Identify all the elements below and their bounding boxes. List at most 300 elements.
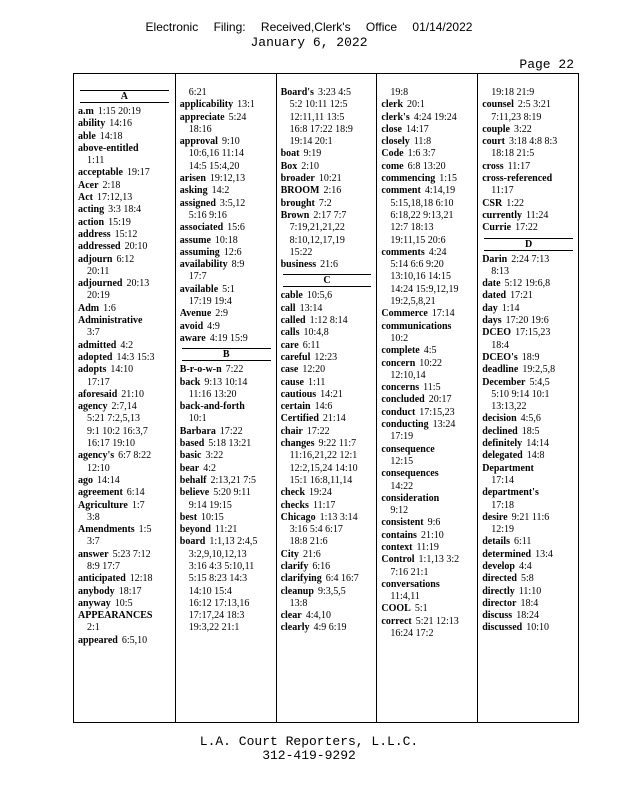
index-entry <box>381 419 474 431</box>
index-word: B-r-o-w-n <box>179 364 222 376</box>
index-entry <box>381 321 474 333</box>
index-entry <box>381 517 474 529</box>
index-word: boat <box>280 148 300 160</box>
index-word: Acer <box>78 179 99 191</box>
page-line-refs: 21:6 <box>302 548 321 560</box>
index-word: DCEO's <box>482 351 518 363</box>
page-line-refs: 14:14 <box>526 438 549 450</box>
continued-refs: 19:8 <box>390 87 409 98</box>
continued-refs: 14:5 15:4,20 <box>188 160 240 172</box>
index-column <box>477 74 579 722</box>
index-entry <box>78 143 171 155</box>
index-entry <box>78 364 171 376</box>
page-line-refs: 6:14 <box>126 487 145 499</box>
index-word: arisen <box>179 173 206 185</box>
continued-refs: 6:18,22 9:13,21 <box>390 209 454 221</box>
page-line-refs: 11:5 <box>423 382 441 394</box>
index-word: clear <box>280 610 302 622</box>
continued-refs: 3:16 4:3 5:10,11 <box>188 560 255 572</box>
continued-refs: 12:19 <box>491 524 514 536</box>
index-entry <box>381 112 474 124</box>
continued-refs: 5:16 9:16 <box>188 209 227 221</box>
word-index-frame <box>73 73 579 723</box>
index-word: Control <box>381 554 415 566</box>
index-entry <box>482 610 575 622</box>
index-entry <box>281 549 374 561</box>
index-word: cross-referenced <box>482 173 553 185</box>
index-word: care <box>280 339 299 351</box>
index-word: adjourn <box>78 253 113 265</box>
index-entry <box>180 536 273 548</box>
index-word: appeared <box>78 634 118 646</box>
continued-refs: 6:21 <box>188 87 207 98</box>
continued-refs: 19:18 21:9 <box>491 87 535 98</box>
index-word: brought <box>280 197 315 209</box>
index-entry <box>381 173 474 185</box>
section-letter: D <box>484 238 573 251</box>
continued-refs: 3:7 <box>87 327 100 339</box>
page-line-refs: 1:22 <box>506 197 524 209</box>
index-entry <box>482 352 575 364</box>
index-word: beyond <box>179 524 211 536</box>
index-entry <box>78 315 171 327</box>
continued-refs: 3:8 <box>87 511 100 523</box>
index-word: deadline <box>482 364 519 376</box>
page-line-refs: 3:5,12 <box>219 197 246 209</box>
index-entry <box>281 303 374 315</box>
index-entry <box>78 229 171 241</box>
continued-refs: 12:15 <box>390 455 414 467</box>
index-word: agreement <box>78 487 123 499</box>
index-word: commencing <box>381 173 436 185</box>
continued-refs: 3:2,9,10,12,13 <box>188 548 247 560</box>
page-line-refs: 11:10 <box>518 585 542 597</box>
index-entry <box>180 185 273 197</box>
page-line-refs: 15:6 <box>227 222 245 234</box>
page-line-refs: 19:24 <box>309 487 332 499</box>
page-line-refs: 14:16 <box>109 118 133 130</box>
index-entry <box>78 475 171 487</box>
continued-refs: 17:19 <box>390 431 414 443</box>
index-entry <box>482 426 575 438</box>
index-word: Act <box>78 192 93 204</box>
index-entry <box>281 500 374 512</box>
page-line-refs: 3:23 4:5 <box>317 87 351 98</box>
index-entry <box>381 493 474 505</box>
continued-refs: 19:2,5,8,21 <box>390 296 436 308</box>
index-entry <box>281 586 374 598</box>
index-word: acceptable <box>78 167 123 179</box>
page-line-refs: 13:1 <box>237 99 255 111</box>
index-word: cross <box>482 160 504 172</box>
index-word: checks <box>280 499 309 511</box>
page-line-refs: 14:14 <box>97 474 120 486</box>
page-line-refs: 4:9 6:19 <box>313 622 347 634</box>
page-line-refs: 10:10 <box>526 622 549 634</box>
page-line-refs: 11:24 <box>526 209 549 221</box>
continued-refs: 8:9 17:7 <box>87 560 121 572</box>
index-entry <box>78 487 171 499</box>
index-entry <box>180 364 273 376</box>
index-entry <box>381 358 474 370</box>
index-word: approval <box>179 136 218 148</box>
page-line-refs: 20:1 <box>407 99 425 111</box>
index-word: agency <box>78 401 108 413</box>
index-entry <box>381 382 474 394</box>
index-word: available <box>179 283 219 295</box>
index-word: complete <box>381 345 420 357</box>
index-word: above-entitled <box>78 142 139 154</box>
page-line-refs: 2:24 7:13 <box>511 253 550 265</box>
index-entry <box>281 438 374 450</box>
continued-refs: 5:10 9:14 10:1 <box>491 388 550 400</box>
index-entry <box>78 241 171 253</box>
index-word: action <box>78 216 105 228</box>
index-entry <box>381 394 474 406</box>
index-entry <box>482 315 575 327</box>
page-line-refs: 12:6 <box>223 246 242 258</box>
index-entry <box>482 124 575 136</box>
index-entry <box>180 401 273 413</box>
page-line-refs: 13:14 <box>299 302 323 314</box>
section-letter: C <box>283 274 372 287</box>
page-line-refs: 17:21 <box>510 290 533 302</box>
continued-refs: 16:17 19:10 <box>87 438 136 450</box>
index-entry <box>78 254 171 266</box>
index-entry <box>78 573 171 585</box>
page-line-refs: 2:13,21 7:5 <box>210 474 257 486</box>
index-word: back <box>179 376 201 388</box>
index-word: concerns <box>381 382 420 394</box>
continued-refs: 16:8 17:22 18:9 <box>289 123 353 135</box>
index-entry <box>180 284 273 296</box>
index-word: Adm <box>78 302 100 314</box>
continued-refs: 12:10,14 <box>390 369 426 381</box>
page-line-refs: 5:18 13:21 <box>208 438 252 450</box>
index-entry <box>381 136 474 148</box>
continued-refs: 8:10,12,17,19 <box>289 234 345 246</box>
index-entry <box>482 512 575 524</box>
index-entry <box>281 622 374 634</box>
index-entry <box>180 487 273 499</box>
index-entry <box>381 161 474 173</box>
index-entry <box>78 118 171 130</box>
page-line-refs: 13:4 <box>535 548 553 560</box>
index-entry <box>180 450 273 462</box>
index-entry <box>180 235 273 247</box>
index-word: believe <box>179 487 210 499</box>
index-word: clarify <box>280 560 309 572</box>
continued-refs: 5:14 6:6 9:20 <box>390 259 444 271</box>
continued-refs: 15:22 <box>289 246 313 258</box>
continued-refs: 11:4,11 <box>390 591 420 603</box>
index-word: adopted <box>78 351 113 363</box>
section-letter: A <box>80 90 169 103</box>
continued-refs: 9:1 10:2 16:3,7 <box>87 425 148 437</box>
page-line-refs: 21:10 <box>420 529 444 541</box>
index-word: APPEARANCES <box>78 610 153 622</box>
index-word: details <box>482 536 510 548</box>
continued-refs: 9:14 19:15 <box>188 499 232 511</box>
index-word: admitted <box>78 339 117 351</box>
page-line-refs: 20:13 <box>126 278 150 290</box>
index-word: consequences <box>381 468 439 480</box>
page-line-refs: 3:22 <box>205 450 224 462</box>
index-word: cause <box>280 376 304 388</box>
page-line-refs: 17:22 <box>306 425 330 437</box>
index-word: call <box>280 302 296 314</box>
page-line-refs: 17:20 19:6 <box>505 315 549 327</box>
page-line-refs: 11:19 <box>416 541 439 553</box>
page-line-refs: 14:18 <box>99 130 123 142</box>
continued-refs: 5:2 10:11 12:5 <box>289 99 348 111</box>
continued-refs: 3:16 5:4 6:17 <box>289 524 343 536</box>
continued-refs: 12:2,15,24 14:10 <box>289 462 358 474</box>
continued-refs: 19:11,15 20:6 <box>390 234 446 246</box>
index-entry <box>482 210 575 222</box>
index-word: Avenue <box>179 308 212 320</box>
page-line-refs: 5:1 <box>222 283 235 295</box>
index-entry <box>180 377 273 389</box>
index-word: directed <box>482 573 517 585</box>
index-word: addressed <box>78 241 121 253</box>
continued-refs: 19:3,22 21:1 <box>188 622 240 634</box>
page-line-refs: 4:19 15:9 <box>209 332 248 344</box>
index-entry <box>281 198 374 210</box>
continued-refs: 3:7 <box>87 536 100 548</box>
index-entry <box>482 622 575 634</box>
page-line-refs: 4:5,6 <box>520 413 541 425</box>
continued-refs: 17:17 <box>87 376 110 388</box>
index-entry <box>281 487 374 499</box>
index-word: consequence <box>381 443 435 455</box>
index-word: couple <box>482 123 510 135</box>
index-entry <box>381 468 474 480</box>
page-line-refs: 21:10 <box>121 388 145 400</box>
page-line-refs: 14:6 <box>314 401 333 413</box>
index-entry <box>78 340 171 352</box>
index-word: assume <box>179 234 211 246</box>
index-entry <box>78 524 171 536</box>
page-line-refs: 10:4,8 <box>303 327 329 339</box>
page-line-refs: 10:5 <box>114 597 133 609</box>
index-word: anybody <box>78 585 115 597</box>
index-word: ability <box>78 118 106 130</box>
filing-word: 01/14/2022 <box>412 20 473 34</box>
index-entry <box>281 364 374 376</box>
continued-refs: 12:7 18:13 <box>390 222 434 234</box>
page-label: Page 22 <box>519 57 574 72</box>
index-entry <box>482 364 575 376</box>
page-line-refs: 5:4,5 <box>529 376 550 388</box>
continued-refs: 17:7 <box>188 271 207 283</box>
index-entry <box>281 148 374 160</box>
index-entry <box>482 290 575 302</box>
continued-refs: 20:19 <box>87 290 110 302</box>
filing-stamp <box>0 20 618 34</box>
index-entry <box>482 303 575 315</box>
page-line-refs: 17:22 <box>515 222 538 234</box>
page-line-refs: 13:24 <box>432 419 456 431</box>
index-entry <box>78 401 171 413</box>
index-entry <box>281 389 374 401</box>
index-word: case <box>280 364 299 376</box>
index-entry <box>381 407 474 419</box>
index-entry <box>180 524 273 536</box>
page-line-refs: 3:22 <box>513 123 532 135</box>
index-word: Department <box>482 462 534 474</box>
index-word: day <box>482 302 498 314</box>
index-entry <box>281 210 374 222</box>
page-line-refs: 1:6 3:7 <box>407 148 436 160</box>
page-line-refs: 6:4 16:7 <box>325 573 359 585</box>
page-line-refs: 1:12 8:14 <box>309 315 348 327</box>
index-entry <box>381 530 474 542</box>
index-word: days <box>482 315 502 327</box>
index-entry <box>482 327 575 339</box>
index-word: aware <box>179 332 206 344</box>
filing-word: Received,Clerk's <box>260 20 351 34</box>
index-word: board <box>179 536 206 548</box>
continued-refs: 18:4 <box>491 339 509 351</box>
continued-refs: 10:6,16 11:14 <box>188 148 244 160</box>
index-word: adjourned <box>78 278 123 290</box>
index-entry <box>180 475 273 487</box>
index-entry <box>281 377 374 389</box>
page-line-refs: 2:17 7:7 <box>313 209 347 221</box>
page-line-refs: 4:4 <box>518 560 532 572</box>
index-entry <box>482 598 575 610</box>
index-word: assigned <box>179 197 216 209</box>
transcript-date: January 6, 2022 <box>250 35 368 50</box>
continued-refs: 14:22 <box>390 480 414 492</box>
index-entry <box>78 106 171 118</box>
index-entry <box>78 167 171 179</box>
index-word: discuss <box>482 610 513 622</box>
page-line-refs: 10:15 <box>201 511 224 523</box>
index-entry <box>180 222 273 234</box>
page-line-refs: 21:14 <box>322 413 346 425</box>
continued-refs: 8:13 <box>491 265 509 277</box>
index-word: currently <box>482 209 522 221</box>
index-word: based <box>179 438 205 450</box>
index-entry <box>281 259 374 271</box>
index-entry <box>180 99 273 111</box>
continued-refs: 5:15 8:23 14:3 <box>188 573 248 585</box>
page-line-refs: 20:17 <box>428 394 452 406</box>
page-line-refs: 9:13 10:14 <box>204 376 248 388</box>
index-entry <box>78 192 171 204</box>
continued-refs: 17:19 19:4 <box>188 296 232 308</box>
page-line-refs: 9:10 <box>221 136 240 148</box>
index-entry <box>281 573 374 585</box>
index-word: back-and-forth <box>179 401 245 413</box>
page-line-refs: 19:12,13 <box>209 173 246 185</box>
index-word: avoid <box>179 320 204 332</box>
page-line-refs: 11:21 <box>214 524 238 536</box>
index-word: anticipated <box>78 573 126 585</box>
continued-refs: 17:14 <box>491 474 514 486</box>
index-word: contains <box>381 529 417 541</box>
index-entry <box>482 463 575 475</box>
page-line-refs: 4:9 <box>207 320 220 332</box>
page-line-refs: 5:20 9:11 <box>213 487 251 499</box>
filing-word: Electronic <box>145 20 199 34</box>
page-line-refs: 2:5 3:21 <box>517 99 551 111</box>
index-word: delegated <box>482 450 523 462</box>
continued-refs: 18:8 21:6 <box>289 536 328 548</box>
page-line-refs: 1:11 <box>307 376 326 388</box>
page-line-refs: 4:2 <box>120 339 134 351</box>
index-entry <box>381 99 474 111</box>
page-line-refs: 8:9 <box>231 259 245 271</box>
page-line-refs: 19:17 <box>127 167 150 179</box>
index-word: director <box>482 597 517 609</box>
index-word: CSR <box>482 197 503 209</box>
continued-refs: 5:21 7:2,5,13 <box>87 413 141 425</box>
index-entry <box>381 444 474 456</box>
index-entry <box>482 573 575 585</box>
continued-refs: 18:18 21:5 <box>491 148 535 160</box>
index-entry <box>281 315 374 327</box>
index-entry <box>281 413 374 425</box>
index-entry <box>482 198 575 210</box>
index-entry <box>180 321 273 333</box>
index-entry <box>482 377 575 389</box>
continued-refs: 13:13,22 <box>491 401 527 413</box>
continued-refs: 14:10 15:4 <box>188 585 232 597</box>
index-word: conducting <box>381 419 429 431</box>
index-word: Board's <box>280 87 314 98</box>
index-entry <box>381 542 474 554</box>
index-entry <box>482 278 575 290</box>
index-word: Code <box>381 148 404 160</box>
index-entry <box>281 340 374 352</box>
index-word: decision <box>482 413 517 425</box>
index-word: certain <box>280 401 311 413</box>
index-column <box>376 74 478 722</box>
page-line-refs: 15:19 <box>108 216 131 228</box>
page-line-refs: 1:13 3:14 <box>319 511 358 523</box>
index-entry <box>381 148 474 160</box>
index-word: cable <box>280 290 303 302</box>
continued-refs: 7:11,23 8:19 <box>491 111 542 123</box>
index-word: Currie <box>482 222 512 234</box>
index-word: Agriculture <box>78 499 128 511</box>
page-line-refs: 3:18 4:8 8:3 <box>508 136 558 148</box>
page-line-refs: 1:15 <box>439 173 458 185</box>
page-line-refs: 14:17 <box>405 123 429 135</box>
page-line-refs: 1:15 20:19 <box>97 106 141 117</box>
index-word: Certified <box>280 413 319 425</box>
index-entry <box>482 173 575 185</box>
index-entry <box>180 259 273 271</box>
index-word: changes <box>280 438 315 450</box>
index-word: cautious <box>280 388 317 400</box>
continued-refs: 9:12 <box>390 505 409 517</box>
page-line-refs: 5:24 <box>228 111 247 123</box>
index-word: bear <box>179 462 200 474</box>
index-entry <box>180 198 273 210</box>
index-word: Commerce <box>381 308 428 320</box>
continued-refs: 17:17,24 18:3 <box>188 610 245 622</box>
index-entry <box>78 450 171 462</box>
page-line-refs: 6:11 <box>513 536 532 548</box>
index-entry <box>381 124 474 136</box>
index-entry <box>78 610 171 622</box>
page-line-refs: 9:19 <box>303 148 322 160</box>
footer-company: L.A. Court Reporters, L.L.C. <box>199 734 419 749</box>
